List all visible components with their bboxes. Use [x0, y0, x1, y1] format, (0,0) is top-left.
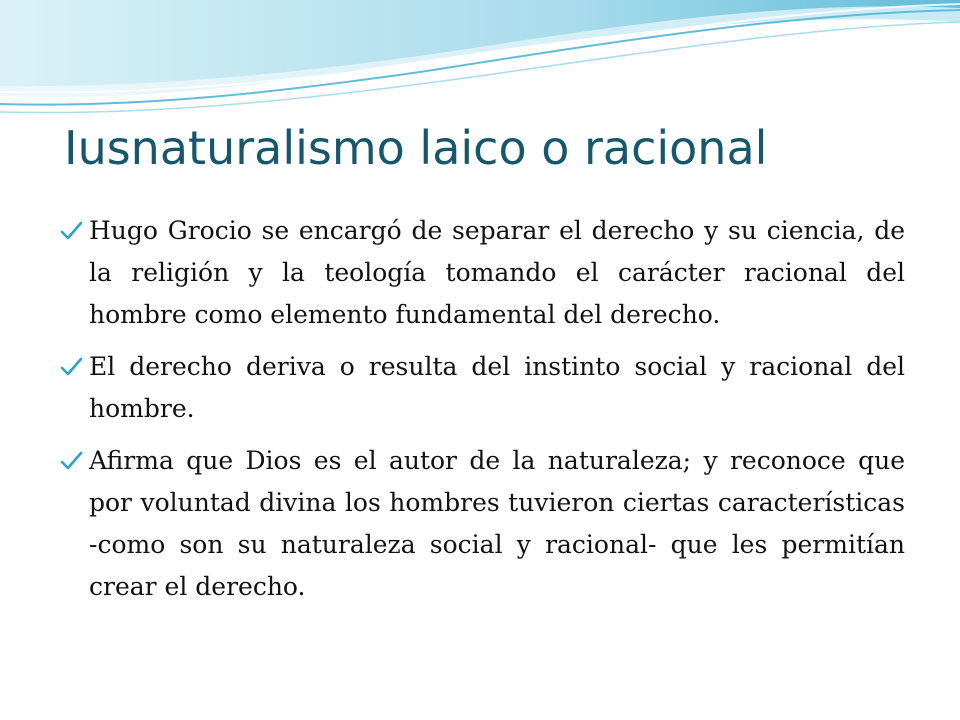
slide-title: Iusnaturalismo laico o racional	[64, 121, 768, 175]
bullet-text: Hugo Grocio se encargó de separar el derecho y su ciencia, de la religión y la teología tomando el carácter racional del hombre como elemento fundamental del derecho.	[89, 216, 905, 329]
check-icon	[59, 220, 83, 242]
bullet-item	[57, 440, 905, 608]
bullet-text: Afirma que Dios es el autor de la naturaleza; y reconoce que por voluntad divina los hombres tuvieron ciertas características -como son su naturaleza social y racional- que les permitían crear el derecho.	[89, 446, 905, 601]
check-icon	[59, 450, 83, 472]
check-icon	[59, 356, 83, 378]
bullet-text: El derecho deriva o resulta del instinto social y racional del hombre.	[89, 352, 905, 423]
bullet-list	[57, 210, 905, 618]
bullet-item	[57, 346, 905, 430]
bullet-item	[57, 210, 905, 336]
wave-decoration	[0, 0, 960, 130]
